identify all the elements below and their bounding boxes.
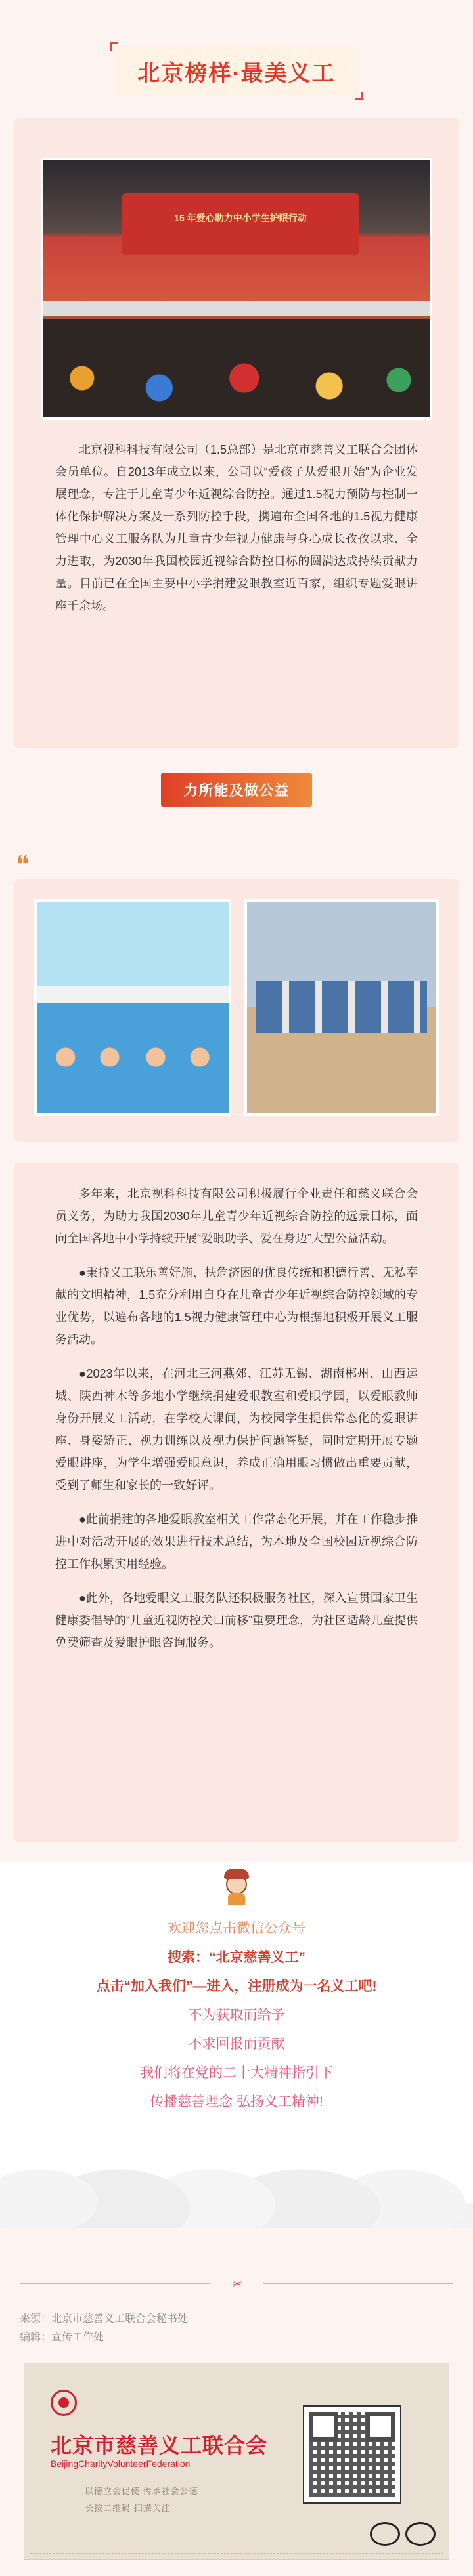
page-title: 北京榜样·最美义工: [137, 61, 336, 86]
details-paragraph: ●此外，各地爱眼义工服务队还积极服务社区，深入宣贯国家卫生健康委倡导的“儿童近视防控关口前移”重要理念，为社区适龄儿童提供免费筛查及爱眼护眼咨询服务。: [55, 1592, 418, 1649]
details-panel: [14, 1163, 459, 1842]
editor-line: 编辑：宣传工作处: [20, 2332, 104, 2343]
stage-banner: [122, 193, 359, 255]
follow-line: 不求回报而贡献: [188, 2037, 285, 2052]
source-credits: [20, 2310, 188, 2347]
bow-icon: ✂: [232, 2277, 242, 2291]
follow-line: 欢迎您点击微信公众号: [168, 1921, 305, 1936]
footer-divider: [20, 2277, 453, 2291]
details-paragraph: ●2023年以来，在河北三河燕郊、江苏无锡、湖南郴州、山西运城、陕西神木等多地小学继续捐建爱眼教室和爱眼学园，以爱眼教师身份开展义工活动，在学校大课间，为校园学生提供常态化的爱眼讲座、身姿矫正、视力训练以及视力保护问题答疑，同时定期开展专题爱眼讲座，为学生增强爱眼意识，养成正确用眼习惯做出重要贡献，受到了师生和家长的一致好评。: [55, 1367, 418, 1492]
stage-strip: [43, 301, 430, 316]
stage-banner-text: 15 年爱心助力中小学生护眼行动: [174, 213, 307, 223]
details-paragraph: ●此前捐建的各地爱眼教室相关工作常态化开展，并在工作稳步推进中对活动开展的效果进行技术总结，为本地及全国校园近视综合防控工作积累实用经验。: [55, 1513, 418, 1571]
follow-lines: [0, 1914, 473, 2117]
section-heading: 力所能及做公益: [161, 773, 311, 807]
audience-crowd: [43, 319, 430, 417]
org-name: 北京市慈善义工联合会: [51, 2434, 268, 2457]
follow-line: 点击“加入我们”—进入，注册成为一名义工吧!: [96, 1979, 377, 1994]
qr-code-pattern: [309, 2412, 395, 2497]
title-box: [114, 46, 359, 96]
title-section: [0, 46, 473, 96]
intro-paragraph: 北京视科科技有限公司（1.5总部）是北京市慈善义工联合会团体会员单位。自2013年成立以来，公司以“爱孩子从爱眼开始”为企业发展理念，专注于儿童青少年近视综合防控。通过1.5视力预防与控制一体化保护解决方案及一系列防控手段，携遍布全国各地的1.5视力健康管理中心义工服务队为儿童青少年视力健康与身心成长孜孜以求、全力进取，为2030年我国校园近视综合防控目标的圆满达成持续贡献力量。目前已在全国主要中小学捐建爱眼教室近百家，组织专题爱眼讲座千余场。: [55, 443, 418, 612]
kids-group: [37, 1008, 229, 1107]
photo-collage: [14, 879, 459, 1142]
follow-section: [0, 1861, 473, 2228]
org-slogan: 以德立会促使 传承社会公德: [85, 2486, 198, 2496]
divider-line-left: [20, 2283, 210, 2284]
glasses-icon: [363, 2516, 442, 2555]
org-name-en: BeijingCharityVolunteerFederation: [51, 2459, 191, 2469]
cloud-decoration: [0, 2143, 473, 2228]
classroom-photo-kids[interactable]: [34, 899, 231, 1116]
org-slogan: 长按二维码 扫描关注: [85, 2503, 171, 2513]
details-paragraph: ●秉持义工联乐善好施、扶危济困的优良传统和积德行善、无私奉献的文明精神，1.5充分利用自身在儿童青少年近视综合防控领域的专业优势，以遍布各地的1.5视力健康管理中心为根据地积极开展义工服务活动。: [55, 1266, 418, 1346]
details-text: [55, 1183, 418, 1666]
follow-line: 不为获取而给予: [188, 2008, 285, 2023]
event-photo[interactable]: [41, 158, 432, 420]
follow-line: 传播慈善理念 弘扬义工精神!: [150, 2094, 323, 2109]
cartoon-icon: [220, 1867, 253, 1905]
cartoon-hat: [224, 1869, 249, 1879]
follow-line: 我们将在党的二十大精神指引下: [140, 2065, 333, 2080]
follow-line: 搜索：“北京慈善义工”: [168, 1950, 305, 1965]
intro-panel: [14, 118, 459, 748]
org-logo-icon: [51, 2390, 77, 2416]
classroom-photo-desks[interactable]: [244, 899, 439, 1116]
cartoon-body: [228, 1893, 245, 1905]
glasses-lens-right: [405, 2522, 436, 2546]
divider-line-right: [263, 2283, 453, 2284]
section-heading-wrap: [0, 773, 473, 807]
qr-code[interactable]: [303, 2405, 401, 2504]
details-paragraph: 多年来，北京视科科技有限公司积极履行企业责任和慈义联合会员义务，为助力我国2030年儿童青少年近视综合防控的远景目标，面向全国各地中小学持续开展“爱眼助学、爱在身边”大型公益活动。: [55, 1187, 418, 1245]
glasses-lens-left: [370, 2522, 400, 2546]
quote-icon: ❝: [16, 850, 30, 879]
org-card: [24, 2363, 449, 2560]
source-line: 来源：北京市慈善义工联合会秘书处: [20, 2313, 189, 2325]
desks-group: [256, 981, 427, 1033]
